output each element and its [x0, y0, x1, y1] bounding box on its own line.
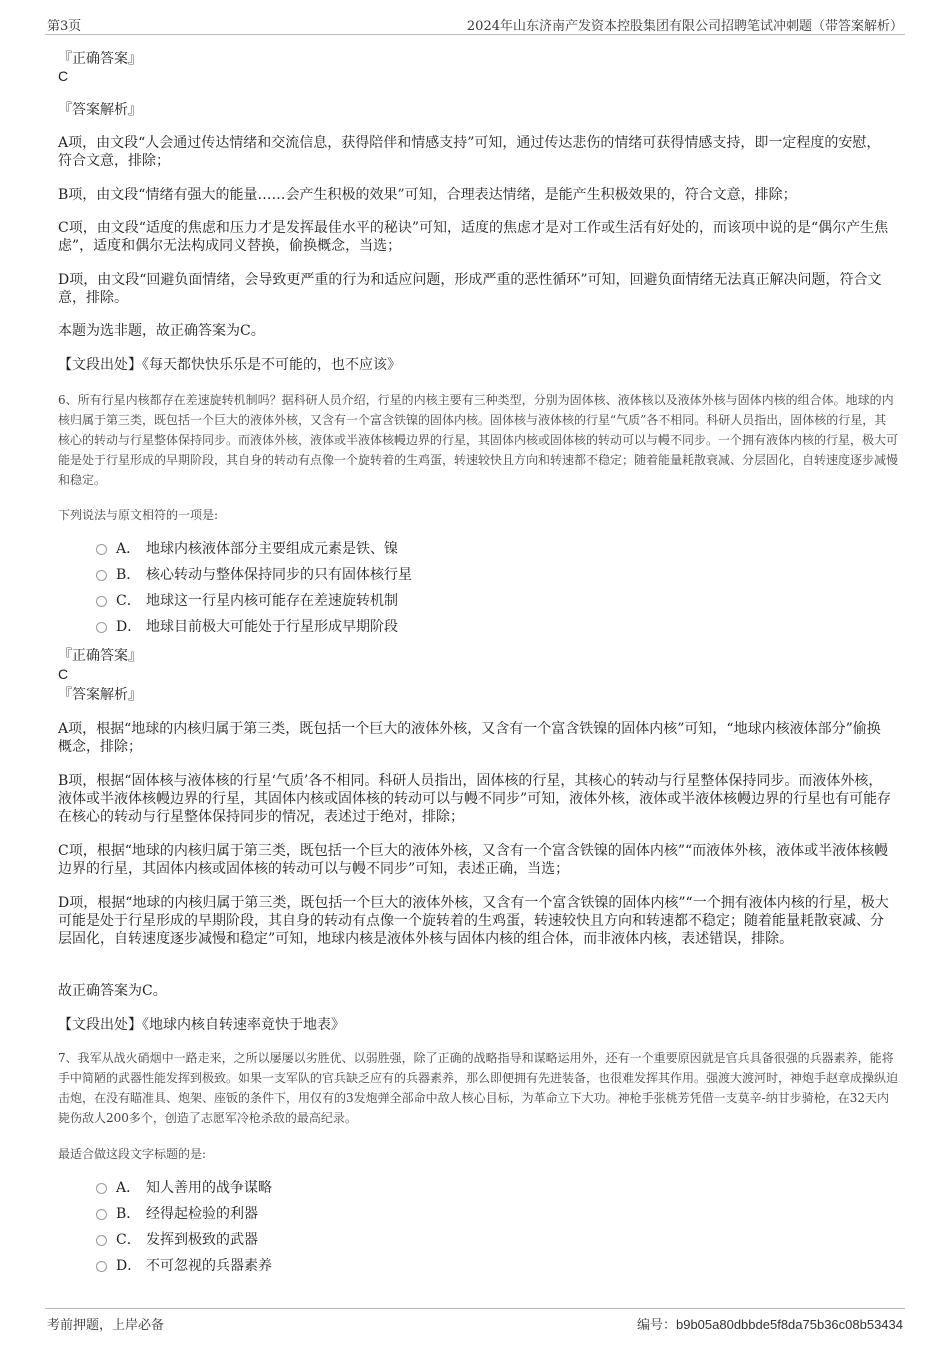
- document-id-value: b9b05a80dbbde5f8da75b36c08b53434: [675, 1317, 903, 1332]
- analysis-paragraph: A项，由文段“人会通过传达情绪和交流信息，获得陪伴和情感支持”可知，通过传达悲伤的情绪可获得情感支持，即一定程度的安慰，符合文意，排除；: [58, 135, 881, 169]
- analysis-label: 『答案解析』: [58, 102, 142, 118]
- analysis-paragraph: A项，根据“地球的内核归属于第三类，既包括一个巨大的液体外核，又含有一个富含铁镍的固体内核”可知，“地球内核液体部分”偷换概念，排除；: [58, 721, 881, 755]
- analysis-paragraph: B项，由文段“情绪有强大的能量……会产生积极的效果”可知，合理表达情绪，是能产生积极效果的，符合文意，排除；: [58, 187, 797, 203]
- option-c[interactable]: [96, 1231, 258, 1249]
- option-text: 地球内核液体部分主要组成元素是铁、镍: [146, 541, 398, 557]
- correct-answer-value: C: [58, 68, 69, 84]
- radio-button[interactable]: [96, 1235, 107, 1246]
- option-b[interactable]: [96, 1205, 258, 1223]
- page-footer: [45, 1308, 905, 1331]
- analysis-conclusion: 故正确答案为C。: [58, 983, 167, 999]
- option-key: A．: [116, 1180, 141, 1196]
- question-prompt: 下列说法与原文相符的一项是:: [58, 508, 219, 522]
- option-a[interactable]: [96, 1179, 272, 1197]
- document-id-label: 编号：: [636, 1318, 676, 1333]
- analysis-paragraph: C项，根据“地球的内核归属于第三类，既包括一个巨大的液体外核，又含有一个富含铁镍的固体内核”“而液体外核，液体或半液体核幔边界的行星，其固体内核或固体核的转动可以与幔不同步”可知，表述正确，当选；: [58, 843, 889, 877]
- page-header: [45, 14, 905, 35]
- radio-button[interactable]: [96, 570, 107, 581]
- analysis-paragraph: D项，根据“地球的内核归属于第三类，既包括一个巨大的液体外核，又含有一个富含铁镍的固体内核”“一个拥有液体内核的行星，极大可能是处于行星形成的早期阶段，其自身的转动有点像一个旋转着的生鸡蛋，转速较快且方向和转速都不稳定；随着能量耗散衰减、分层固化，自转速度逐步减慢和稳定”可知，地球内核是液体外核与固体内核的组合体，而非液体内核，表述错误，排除。: [58, 895, 889, 947]
- option-text: 核心转动与整体保持同步的只有固体核行星: [146, 567, 412, 583]
- analysis-paragraph: D项，由文段“回避负面情绪，会导致更严重的行为和适应问题，形成严重的恶性循环”可知，回避负面情绪无法真正解决问题，符合文意，排除。: [58, 272, 882, 306]
- radio-button[interactable]: [96, 1183, 107, 1194]
- option-key: B．: [116, 1206, 141, 1222]
- option-a[interactable]: [96, 540, 398, 558]
- correct-answer-value: C: [58, 666, 69, 682]
- option-key: D．: [116, 1258, 142, 1274]
- option-key: C．: [116, 593, 141, 609]
- option-d[interactable]: [96, 1257, 272, 1275]
- radio-button[interactable]: [96, 544, 107, 555]
- option-b[interactable]: [96, 566, 412, 584]
- question-prompt: 最适合做这段文字标题的是:: [58, 1147, 207, 1161]
- option-text: 发挥到极致的武器: [146, 1232, 258, 1248]
- document-id: [637, 1314, 903, 1333]
- option-text: 不可忽视的兵器素养: [146, 1258, 272, 1274]
- option-text: 知人善用的战争谋略: [146, 1180, 272, 1196]
- source-citation: 【文段出处】《地球内核自转速率竟快于地表》: [58, 1017, 345, 1033]
- option-key: A．: [116, 541, 141, 557]
- option-text: 地球这一行星内核可能存在差速旋转机制: [146, 593, 398, 609]
- document-title: 2024年山东济南产发资本控股集团有限公司招聘笔试冲刺题（带答案解析）: [466, 19, 903, 34]
- analysis-conclusion: 本题为选非题，故正确答案为C。: [58, 323, 265, 339]
- option-key: C．: [116, 1232, 141, 1248]
- source-citation: 【文段出处】《每天都快快乐乐是不可能的，也不应该》: [58, 357, 401, 373]
- correct-answer-label: 『正确答案』: [58, 648, 142, 664]
- analysis-label: 『答案解析』: [58, 687, 142, 703]
- question-stem: 6、所有行星内核都存在差速旋转机制吗？据科研人员介绍，行星的内核主要有三种类型，分别为固体核、液体核以及液体外核与固体内核的组合体。地球的内核归属于第三类，既包括一个巨大的液体外核，又含有一个富含铁镍的固体内核。固体核与液体核的行星“气质”各不相同。科研人员指出，固体核的行星，其核心的转动与行星整体保持同步。而液体外核，液体或半液体核幔边界的行星，其固体内核或固体核的转动可以与幔不同步。一个拥有液体内核的行星，极大可能是处于行星形成的早期阶段，其自身的转动有点像一个旋转着的生鸡蛋，转速较快且方向和转速都不稳定；随着能量耗散衰减、分层固化，自转速度逐步减慢和稳定。: [58, 393, 899, 487]
- correct-answer-label: 『正确答案』: [58, 51, 142, 67]
- analysis-paragraph: C项，由文段“适度的焦虑和压力才是发挥最佳水平的秘诀”可知，适度的焦虑才是对工作或生活有好处的，而该项中说的是“偶尔产生焦虑”，适度和偶尔无法构成同义替换，偷换概念，当选；: [58, 220, 889, 254]
- option-text: 地球目前极大可能处于行星形成早期阶段: [146, 619, 398, 635]
- radio-button[interactable]: [96, 622, 107, 633]
- option-key: B．: [116, 567, 141, 583]
- option-text: 经得起检验的利器: [146, 1206, 258, 1222]
- option-key: D．: [116, 619, 142, 635]
- option-c[interactable]: [96, 592, 398, 610]
- radio-button[interactable]: [96, 1209, 107, 1220]
- radio-button[interactable]: [96, 596, 107, 607]
- option-d[interactable]: [96, 618, 398, 636]
- radio-button[interactable]: [96, 1261, 107, 1272]
- question-stem: 7、我军从战火硝烟中一路走来，之所以屡屡以劣胜优、以弱胜强，除了正确的战略指导和谋略运用外，还有一个重要原因就是官兵具备很强的兵器素养，能将手中简陋的武器性能发挥到极致。如果一支军队的官兵缺乏应有的兵器素养，那么即便拥有先进装备，也很难发挥其作用。强渡大渡河时，神炮手赵章成操纵迫击炮，在没有瞄准具、炮架、座钣的条件下，用仅有的3发炮弹全部命中敌人核心目标，为革命立下大功。神枪手张桃芳凭借一支莫辛-纳甘步骑枪，在32天内毙伤敌人200多个，创造了志愿军冷枪杀敌的最高纪录。: [58, 1051, 899, 1125]
- page-number: 第3页: [47, 19, 82, 34]
- footer-slogan: 考前押题，上岸必备: [47, 1318, 165, 1333]
- analysis-paragraph: B项，根据“固体核与液体核的行星‘气质’各不相同。科研人员指出，固体核的行星，其核心的转动与行星整体保持同步。而液体外核，液体或半液体核幔边界的行星，其固体内核或固体核的转动可以与幔不同步”可知，液体外核，液体或半液体核幔边界的行星也有可能存在核心的转动与行星整体保持同步的情况，表述过于绝对，排除；: [58, 773, 892, 825]
